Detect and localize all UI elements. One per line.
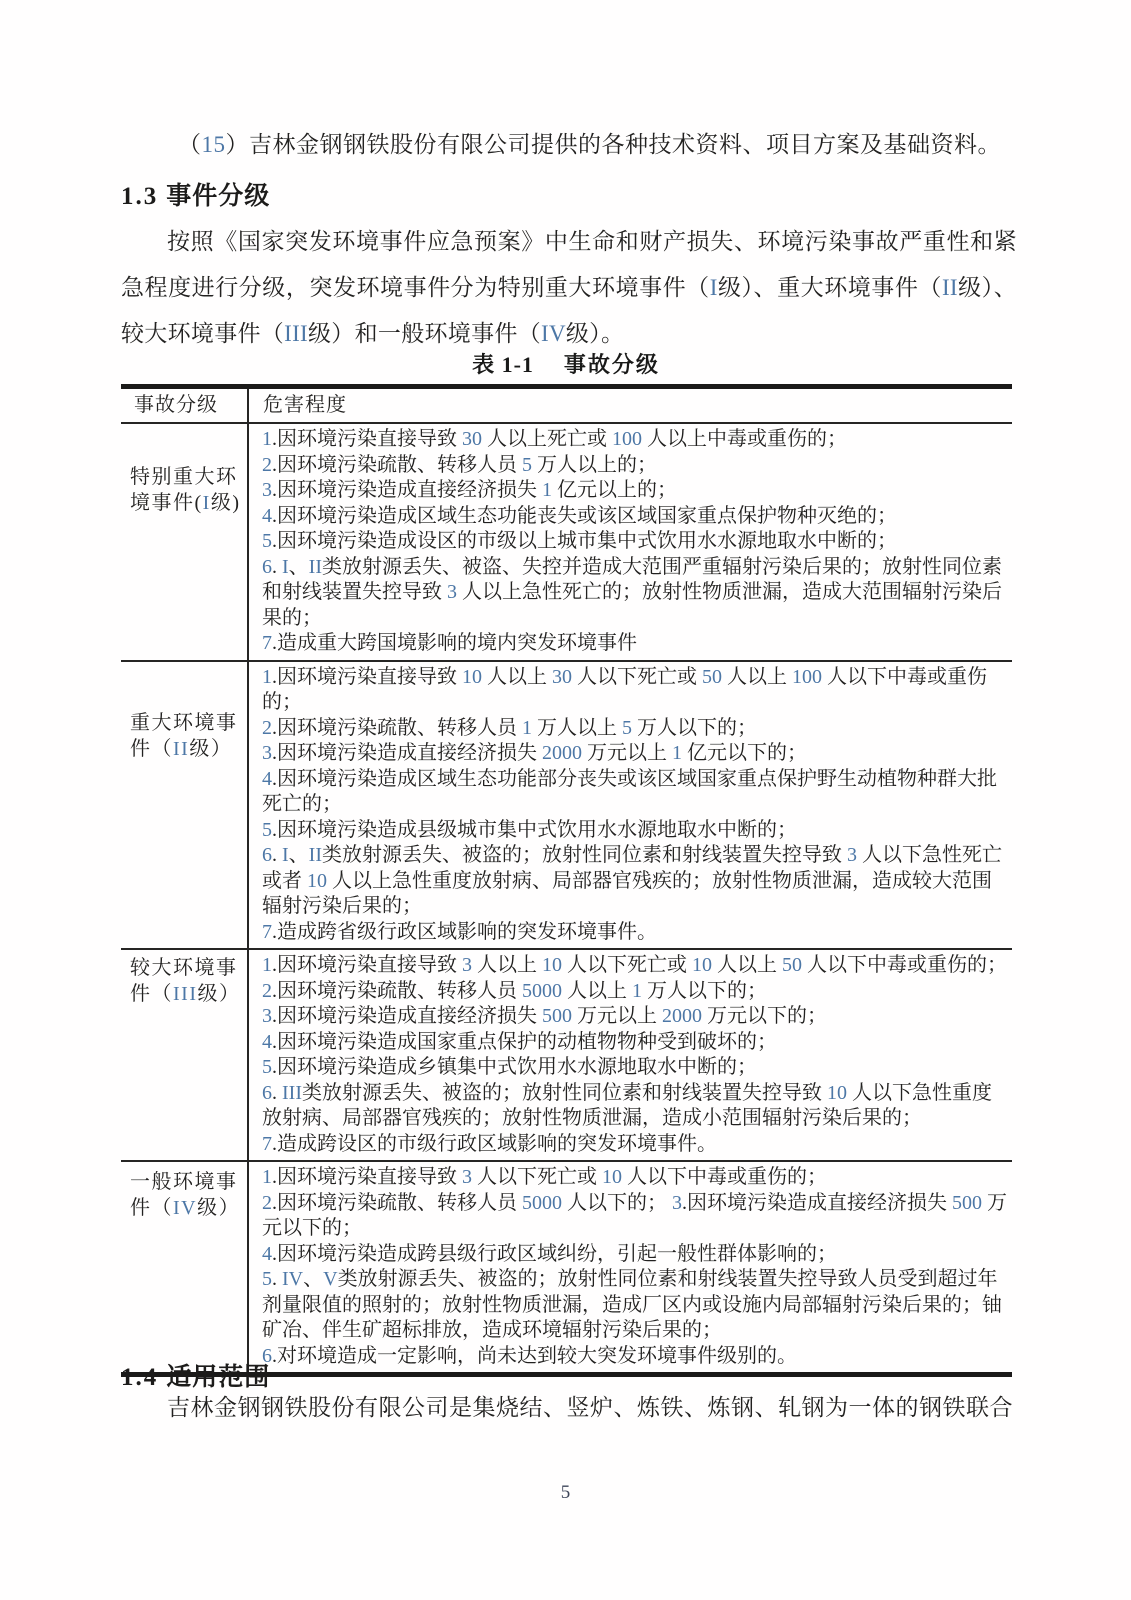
column-header-grade: 事故分级 xyxy=(121,387,248,424)
table-row xyxy=(121,423,1012,661)
section-number: 1.3 xyxy=(121,183,159,210)
criteria-item: 4.因环境污染造成跨县级行政区域纠纷，引起一般性群体影响的； xyxy=(262,1242,837,1265)
column-header-harm: 危害程度 xyxy=(248,387,1012,424)
criteria-item: 3.因环境污染造成直接经济损失 2000 万元以上 1 亿元以下的； xyxy=(262,742,807,764)
grade-level-cell: 重大环境事件（II级） xyxy=(121,661,248,950)
table-row xyxy=(121,661,1012,950)
section-number: 1.4 xyxy=(121,1364,159,1391)
criteria-item: 7.造成重大跨国境影响的境内突发环境事件 xyxy=(262,632,637,654)
criteria-item: 5.因环境污染造成县级城市集中式饮用水水源地取水中断的； xyxy=(262,818,797,841)
paragraph-classification-intro: 按照《国家突发环境事件应急预案》中生命和财产损失、环境污染事故严重性和紧急程度进行分级，突发环境事件分为特别重大环境事件（I级）、重大环境事件（II级）、较大环境事件（III级）和一般环境事件（IV级）。 xyxy=(121,229,1018,346)
criteria-item: 4.因环境污染造成区域生态功能丧失或该区域国家重点保护物种灭绝的； xyxy=(262,504,897,527)
section-heading-1-3 xyxy=(121,176,621,212)
criteria-item: 7.造成跨设区的市级行政区域影响的突发环境事件。 xyxy=(262,1132,717,1155)
table-row xyxy=(121,949,1012,1161)
criteria-item: 4.因环境污染造成国家重点保护的动植物物种受到破坏的； xyxy=(262,1030,777,1053)
table-caption-number: 表 1-1 xyxy=(472,352,534,377)
table-caption-title: 事故分级 xyxy=(563,352,660,377)
criteria-item: 5. IV、V类放射源丢失、被盗的；放射性同位素和射线装置失控导致人员受到超过年剂量限值的照射的；放射性物质泄漏，造成厂区内或设施内局部辐射污染后果的；铀矿冶、伴生矿超标排放，造成环境辐射污染后果的； xyxy=(262,1268,1002,1341)
table-caption xyxy=(121,348,1011,379)
section-heading-1-4 xyxy=(121,1357,621,1393)
harm-degree-cell xyxy=(248,661,1012,950)
criteria-item: 3.因环境污染造成直接经济损失 500 万元以上 2000 万元以下的； xyxy=(262,1005,827,1027)
criteria-item: 2.因环境污染疏散、转移人员 5000 人以下的； 3.因环境污染造成直接经济损失 500 万元以下的； xyxy=(262,1191,1007,1239)
paragraph-scope-intro: 吉林金钢钢铁股份有限公司是集烧结、竖炉、炼铁、炼钢、轧钢为一体的钢铁联合 xyxy=(167,1395,1013,1420)
criteria-item: 5.因环境污染造成设区的市级以上城市集中式饮用水水源地取水中断的； xyxy=(262,530,897,552)
criteria-item: 2.因环境污染疏散、转移人员 5000 人以上 1 万人以下的； xyxy=(262,979,767,1002)
harm-degree-cell xyxy=(248,1161,1012,1375)
grade-level-cell: 特别重大环境事件(I级) xyxy=(121,423,248,661)
criteria-item: 1.因环境污染直接导致 30 人以上死亡或 100 人以上中毒或重伤的； xyxy=(262,428,847,450)
table-header-row xyxy=(121,387,1012,424)
criteria-item: 6. I、II类放射源丢失、被盗的；放射性同位素和射线装置失控导致 3 人以下急性死亡或者 10 人以上急性重度放射病、局部器官残疾的；放射性物质泄漏，造成较大范围辐射污染后果的； xyxy=(262,844,1002,917)
criteria-item: 6. III类放射源丢失、被盗的；放射性同位素和射线装置失控导致 10 人以下急性重度放射病、局部器官残疾的；放射性物质泄漏，造成小范围辐射污染后果的； xyxy=(262,1081,992,1129)
harm-degree-cell xyxy=(248,949,1012,1161)
grade-level-cell: 一般环境事件（IV级） xyxy=(121,1161,248,1375)
criteria-item: 6. I、II类放射源丢失、被盗、失控并造成大范围严重辐射污染后果的；放射性同位素和射线装置失控导致 3 人以上急性死亡的；放射性物质泄漏，造成大范围辐射污染后果的； xyxy=(262,555,1002,629)
section-title: 适用范围 xyxy=(166,1364,271,1391)
criteria-item: 5.因环境污染造成乡镇集中式饮用水水源地取水中断的； xyxy=(262,1056,757,1078)
criteria-item: 3.因环境污染造成直接经济损失 1 亿元以上的； xyxy=(262,479,677,501)
section-title: 事件分级 xyxy=(166,183,271,210)
criteria-item: 1.因环境污染直接导致 3 人以上 10 人以下死亡或 10 人以上 50 人以下中毒或重伤的； xyxy=(262,954,1007,976)
criteria-item: 7.造成跨省级行政区域影响的突发环境事件。 xyxy=(262,920,657,943)
criteria-item: 1.因环境污染直接导致 3 人以下死亡或 10 人以下中毒或重伤的； xyxy=(262,1166,827,1188)
grade-level-cell: 较大环境事件（III级） xyxy=(121,949,248,1161)
accident-grade-table xyxy=(121,384,1012,1377)
criteria-item: 4.因环境污染造成区域生态功能部分丧失或该区域国家重点保护野生动植物种群大批死亡的； xyxy=(262,767,997,815)
criteria-item: 2.因环境污染疏散、转移人员 1 万人以上 5 万人以下的； xyxy=(262,716,757,739)
table-row xyxy=(121,1161,1012,1375)
criteria-item: 1.因环境污染直接导致 10 人以上 30 人以下死亡或 50 人以上 100 人以下中毒或重伤的； xyxy=(262,665,987,713)
page-number: 5 xyxy=(560,1482,572,1503)
paragraph-intro-item15: （15）吉林金钢钢铁股份有限公司提供的各种技术资料、项目方案及基础资料。 xyxy=(178,132,1001,157)
criteria-item: 2.因环境污染疏散、转移人员 5 万人以上的； xyxy=(262,453,657,476)
harm-degree-cell xyxy=(248,423,1012,661)
criteria-item: 6.对环境造成一定影响，尚未达到较大突发环境事件级别的。 xyxy=(262,1344,797,1367)
